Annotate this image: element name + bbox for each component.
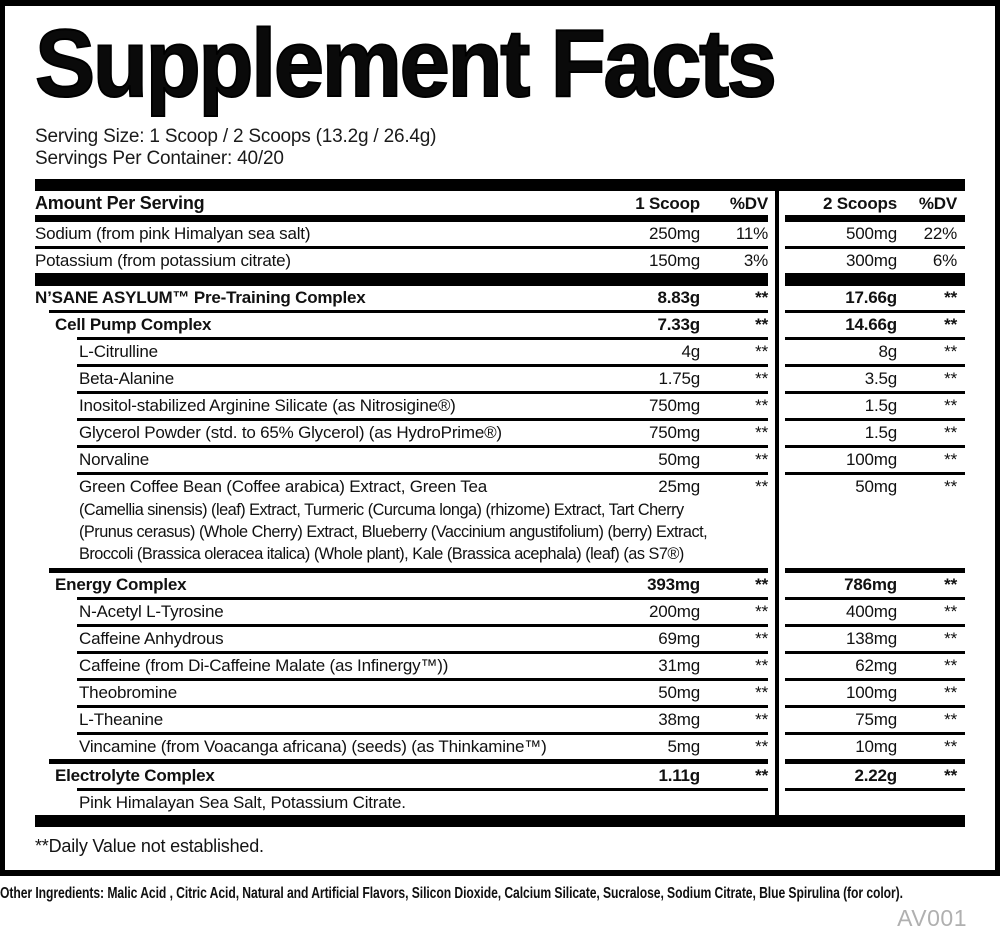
amount-1scoop: 250mg: [649, 224, 700, 243]
table-row: [35, 421, 965, 445]
ingredient-name: L-Citrulline: [79, 342, 158, 361]
table-row: [35, 654, 965, 678]
amount-2scoops: 8g: [878, 342, 897, 361]
ingredient-name: Green Coffee Bean (Coffee arabica) Extract, Green Tea: [79, 477, 488, 496]
dv-2scoops: **: [944, 315, 957, 334]
dv-1scoop: **: [755, 315, 768, 334]
amount-1scoop: 50mg: [658, 683, 700, 702]
amount-1scoop: 25mg: [658, 477, 700, 496]
servings-per-container-line: Servings Per Container: 40/20: [35, 148, 284, 169]
table-row: [35, 340, 965, 364]
amount-2scoops: 50mg: [855, 477, 897, 496]
table-row: [35, 286, 965, 310]
amount-1scoop: 5mg: [667, 737, 700, 756]
amount-1scoop: 1.11g: [658, 766, 700, 785]
serving-size-line: Serving Size: 1 Scoop / 2 Scoops (13.2g / 26.4g): [35, 126, 437, 147]
below-panel-area: [0, 876, 1000, 932]
amount-1scoop: 750mg: [649, 396, 700, 415]
amount-2scoops: 100mg: [846, 683, 897, 702]
table-row: [35, 791, 965, 815]
amount-2scoops: 75mg: [855, 710, 897, 729]
amount-1scoop: 38mg: [658, 710, 700, 729]
dv-2scoops: **: [944, 288, 957, 307]
panel-separator-line: [775, 190, 779, 821]
table-top-bar: [35, 179, 965, 191]
amount-2scoops: 2.22g: [854, 766, 897, 785]
ingredient-name: Caffeine (from Di-Caffeine Malate (as Infinergy™)): [79, 656, 449, 675]
table-row: [35, 249, 965, 273]
table-row: [35, 627, 965, 651]
column-header-dv2: %DV: [918, 194, 957, 213]
dv-1scoop: **: [755, 423, 768, 442]
ingredient-name: Theobromine: [79, 683, 177, 702]
label-code: AV001: [897, 905, 967, 931]
dv-1scoop: **: [755, 629, 768, 648]
table-row: [35, 394, 965, 418]
dv-1scoop: **: [755, 737, 768, 756]
dv-1scoop: 11%: [735, 224, 768, 243]
table-row: [35, 708, 965, 732]
amount-1scoop: 31mg: [658, 656, 700, 675]
dv-1scoop: **: [755, 477, 768, 496]
dv-2scoops: **: [944, 656, 957, 675]
table-row: [35, 222, 965, 246]
table-row: [35, 367, 965, 391]
ingredient-subline: Broccoli (Brassica oleracea italica) (Whole plant), Kale (Brassica acephala) (leaf) (as S7®): [79, 545, 684, 563]
table-row: [35, 313, 965, 337]
table-header-row: [35, 191, 965, 215]
dv-2scoops: **: [944, 766, 957, 785]
dv-1scoop: 3%: [743, 251, 768, 270]
amount-2scoops: 17.66g: [845, 288, 897, 307]
table-body: [35, 215, 965, 815]
amount-2scoops: 1.5g: [864, 396, 897, 415]
amount-2scoops: 100mg: [846, 450, 897, 469]
dv-2scoops: **: [944, 575, 957, 594]
ingredient-name: Glycerol Powder (std. to 65% Glycerol) (as HydroPrime®): [79, 423, 502, 442]
ingredient-name: Energy Complex: [55, 575, 187, 594]
amount-2scoops: 300mg: [846, 251, 897, 270]
dv-1scoop: **: [755, 450, 768, 469]
dv-2scoops: **: [944, 683, 957, 702]
column-header-1scoop: 1 Scoop: [635, 194, 700, 213]
dv-2scoops: **: [944, 737, 957, 756]
amount-2scoops: 1.5g: [864, 423, 897, 442]
ingredient-name: Caffeine Anhydrous: [79, 629, 224, 648]
dv-1scoop: **: [755, 710, 768, 729]
dv-1scoop: **: [755, 683, 768, 702]
amount-2scoops: 400mg: [846, 602, 897, 621]
amount-1scoop: 200mg: [649, 602, 700, 621]
amount-2scoops: 62mg: [855, 656, 897, 675]
amount-2scoops: 500mg: [846, 224, 897, 243]
amount-2scoops: 3.5g: [864, 369, 897, 388]
dv-2scoops: 22%: [923, 224, 957, 243]
dv-1scoop: **: [755, 369, 768, 388]
ingredient-name: Vincamine (from Voacanga africana) (seeds) (as Thinkamine™): [79, 737, 547, 756]
dv-1scoop: **: [755, 342, 768, 361]
row-divider: [35, 273, 965, 286]
table-row: [35, 600, 965, 624]
ingredient-name-continued: [35, 499, 768, 568]
other-ingredients-line: Other Ingredients: Malic Acid , Citric Acid, Natural and Artificial Flavors, Silicon Dioxide, Calcium Silicate, Sucralose, Sodium Citrate, Blue Spirulina (for color).: [0, 885, 903, 902]
ingredient-name: Potassium (from potassium citrate): [35, 251, 291, 270]
column-header-2scoops: 2 Scoops: [823, 194, 897, 213]
amount-2scoops: 14.66g: [845, 315, 897, 334]
ingredient-subline: (Camellia sinensis) (leaf) Extract, Turmeric (Curcuma longa) (rhizome) Extract, Tart Cherry: [79, 501, 684, 519]
dv-1scoop: **: [755, 766, 768, 785]
table-row: [35, 735, 965, 759]
table-row: [35, 573, 965, 597]
table-row: [35, 764, 965, 788]
table-row: [35, 448, 965, 472]
dv-2scoops: **: [944, 342, 957, 361]
ingredient-name: Cell Pump Complex: [55, 315, 212, 334]
amount-1scoop: 50mg: [658, 450, 700, 469]
ingredient-name: Beta-Alanine: [79, 369, 174, 388]
amount-1scoop: 7.33g: [657, 315, 700, 334]
column-header-amount: Amount Per Serving: [35, 193, 205, 213]
ingredient-name: N’SANE ASYLUM™ Pre-Training Complex: [35, 288, 366, 307]
ingredient-name: L-Theanine: [79, 710, 164, 729]
dv-2scoops: **: [944, 396, 957, 415]
dv-1scoop: **: [755, 575, 768, 594]
ingredient-name: N-Acetyl L-Tyrosine: [79, 602, 224, 621]
table-row: [35, 681, 965, 705]
amount-1scoop: 1.75g: [658, 369, 700, 388]
ingredient-subline: (Prunus cerasus) (Whole Cherry) Extract, Blueberry (Vaccinium angustifolium) (berry) Extract,: [79, 523, 708, 541]
amount-2scoops: 10mg: [855, 737, 897, 756]
daily-value-footnote: **Daily Value not established.: [35, 836, 264, 856]
dv-2scoops: **: [944, 602, 957, 621]
amount-2scoops: 786mg: [844, 575, 897, 594]
dv-2scoops: **: [944, 629, 957, 648]
amount-1scoop: 150mg: [649, 251, 700, 270]
amount-1scoop: 4g: [681, 342, 700, 361]
page-title: Supplement Facts: [35, 10, 775, 117]
facts-table: [35, 179, 965, 827]
amount-2scoops: 138mg: [846, 629, 897, 648]
ingredient-name: Electrolyte Complex: [55, 766, 215, 785]
dv-1scoop: **: [755, 656, 768, 675]
column-header-dv1: %DV: [729, 194, 768, 213]
dv-2scoops: **: [944, 369, 957, 388]
dv-2scoops: **: [944, 450, 957, 469]
ingredient-name: Norvaline: [79, 450, 150, 469]
amount-1scoop: 8.83g: [657, 288, 700, 307]
serving-info: [35, 126, 965, 170]
dv-1scoop: **: [755, 602, 768, 621]
dv-2scoops: **: [944, 477, 957, 496]
dv-2scoops: **: [944, 710, 957, 729]
row-divider: [35, 215, 965, 222]
ingredient-name: Pink Himalayan Sea Salt, Potassium Citrate.: [79, 793, 406, 812]
dv-1scoop: **: [755, 396, 768, 415]
table-bottom-bar: [35, 815, 965, 827]
amount-1scoop: 69mg: [658, 629, 700, 648]
table-row: [35, 475, 965, 568]
ingredient-name: Sodium (from pink Himalyan sea salt): [35, 224, 311, 243]
dv-2scoops: 6%: [932, 251, 957, 270]
dv-2scoops: **: [944, 423, 957, 442]
ingredient-name: Inositol-stabilized Arginine Silicate (as Nitrosigine®): [79, 396, 456, 415]
amount-1scoop: 750mg: [649, 423, 700, 442]
amount-1scoop: 393mg: [647, 575, 700, 594]
dv-1scoop: **: [755, 288, 768, 307]
